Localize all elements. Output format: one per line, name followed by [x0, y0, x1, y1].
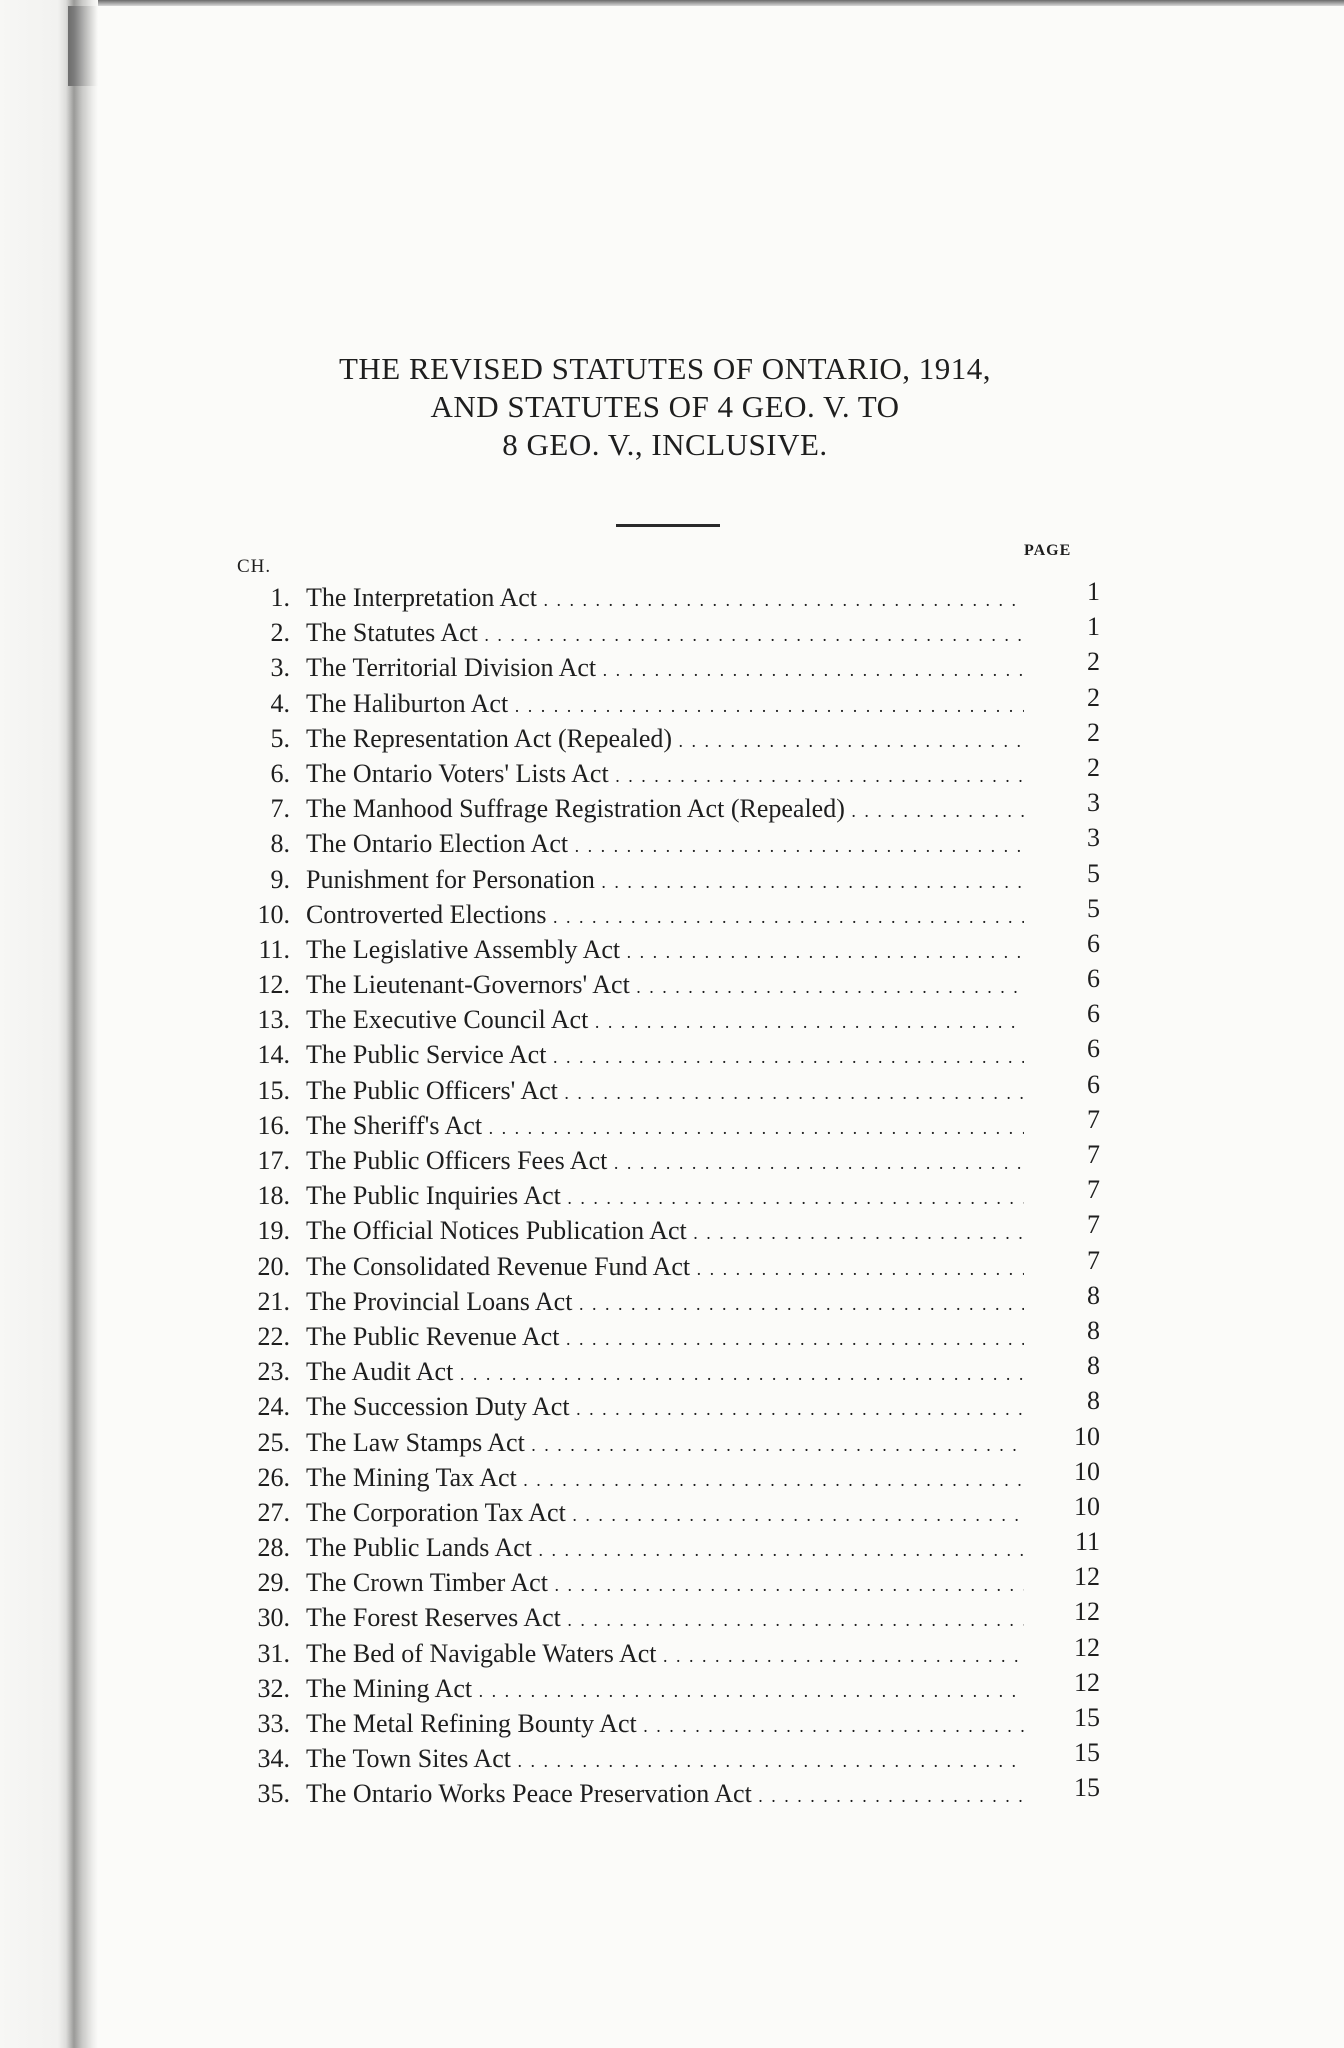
toc-entry [240, 1140, 1120, 1178]
chapter-number: 15. [257, 1075, 290, 1105]
toc-entry [240, 717, 1120, 756]
toc-entry [240, 999, 1120, 1037]
page-number: 6 [1087, 1034, 1100, 1064]
act-title: The Bed of Navigable Waters Act . . . [306, 1636, 1024, 1674]
heading-line-2: AND STATUTES OF 4 GEO. V. TO [430, 389, 900, 424]
page-number: 7 [1087, 1245, 1100, 1275]
page-number: 10 [1074, 1491, 1100, 1521]
page-number: 5 [1087, 893, 1100, 923]
toc-entry [240, 1421, 1120, 1460]
page-number: 3 [1087, 788, 1100, 818]
act-title: The Sheriff's Act . . . [306, 1108, 1024, 1146]
act-title: The Legislative Assembly Act . . . [306, 932, 1024, 970]
heading-divider [616, 524, 720, 527]
act-title: The Public Officers Fees Act . . . [306, 1143, 1024, 1181]
act-title: The Public Inquiries Act . . . [306, 1178, 1024, 1216]
chapter-number: 35. [257, 1779, 290, 1809]
page-number: 11 [1074, 1527, 1100, 1557]
page-number: 8 [1087, 1386, 1100, 1416]
toc-entry [240, 1069, 1120, 1108]
toc-entry [240, 1773, 1120, 1811]
act-title: The Ontario Works Peace Preservation Act . . . [306, 1776, 1024, 1814]
chapter-number: 3. [270, 653, 290, 683]
act-title: The Official Notices Publication Act . . . [306, 1213, 1024, 1251]
toc-entry [240, 1597, 1120, 1635]
act-title: The Haliburton Act . . . [306, 686, 1024, 724]
chapter-number: 16. [257, 1110, 290, 1140]
chapter-number: 12. [257, 970, 290, 1000]
chapter-number: 13. [257, 1005, 290, 1035]
chapter-number: 32. [257, 1673, 290, 1703]
toc-entry [240, 647, 1120, 685]
page-number: 6 [1087, 964, 1100, 994]
act-title: The Representation Act (Repealed) . . . [306, 721, 1024, 759]
chapter-number: 9. [270, 864, 290, 894]
heading-line-3: 8 GEO. V., INCLUSIVE. [502, 427, 828, 462]
act-title: The Public Service Act . . . [306, 1037, 1024, 1075]
act-title: The Public Lands Act . . . [306, 1530, 1024, 1568]
chapter-number: 33. [257, 1709, 290, 1738]
act-title: The Lieutenant-Governors' Act . . . [306, 967, 1024, 1005]
chapter-number: 17. [257, 1146, 290, 1175]
act-title: Punishment for Personation . . . [306, 862, 1024, 900]
act-title: The Consolidated Revenue Fund Act . . . [306, 1249, 1024, 1287]
page-number: 8 [1087, 1351, 1100, 1381]
act-title: The Interpretation Act . . . [306, 580, 1024, 618]
page-number: 7 [1087, 1104, 1100, 1134]
chapter-number: 8. [270, 829, 290, 859]
chapter-number: 25. [257, 1427, 290, 1457]
act-title: The Succession Duty Act . . . [306, 1389, 1024, 1427]
chapter-number: 4. [270, 688, 290, 718]
chapter-number: 27. [257, 1497, 290, 1527]
chapter-number: 7. [270, 794, 290, 824]
page-number: 3 [1087, 823, 1100, 853]
page-number: 7 [1087, 1140, 1100, 1169]
toc-entry [240, 1104, 1120, 1143]
toc-entry [240, 928, 1120, 967]
toc-entry [240, 1280, 1120, 1319]
act-title: The Mining Act . . . [306, 1671, 1024, 1709]
toc-entry [240, 1210, 1120, 1248]
page-binding-gutter [0, 0, 98, 2048]
chapter-number: 21. [257, 1286, 290, 1316]
page-number: 12 [1074, 1632, 1100, 1662]
page-number: 8 [1087, 1315, 1100, 1345]
chapter-number: 11. [258, 934, 290, 964]
chapter-number: 19. [257, 1216, 290, 1246]
page-number: 12 [1074, 1597, 1100, 1627]
page-number: 6 [1087, 928, 1100, 958]
page-number: 15 [1074, 1703, 1100, 1732]
toc-entry [240, 1562, 1120, 1600]
toc-entry [240, 1315, 1120, 1354]
act-title: The Ontario Voters' Lists Act . . . [306, 756, 1024, 794]
binding-shadow [68, 6, 98, 86]
chapter-number: 22. [257, 1321, 290, 1351]
toc-entry [240, 1632, 1120, 1671]
act-title: The Ontario Election Act . . . [306, 826, 1024, 864]
table-of-contents [240, 577, 1120, 1812]
toc-entry [240, 823, 1120, 861]
toc-entry [240, 1245, 1120, 1284]
document-heading [200, 350, 1130, 464]
act-title: The Town Sites Act . . . [306, 1741, 1024, 1779]
act-title: The Mining Tax Act . . . [306, 1460, 1024, 1498]
act-title: The Crown Timber Act . . . [306, 1565, 1024, 1603]
page-column-header: PAGE [1024, 542, 1072, 559]
act-title: The Executive Council Act . . . [306, 1002, 1024, 1040]
toc-entry [240, 858, 1120, 897]
toc-entry [240, 1527, 1120, 1565]
page-top-edge [0, 0, 1344, 6]
page-number: 2 [1087, 752, 1100, 782]
page-number: 8 [1087, 1280, 1100, 1310]
page-number: 5 [1087, 858, 1100, 888]
toc-entry [240, 1738, 1120, 1776]
toc-entry [240, 964, 1120, 1002]
page-number: 12 [1074, 1562, 1100, 1592]
page-number: 1 [1087, 612, 1100, 642]
page-number: 6 [1087, 1069, 1100, 1099]
act-title: The Public Officers' Act . . . [306, 1073, 1024, 1111]
chapter-number: 31. [257, 1638, 290, 1668]
act-title: The Provincial Loans Act . . . [306, 1284, 1024, 1322]
toc-entry [240, 1386, 1120, 1424]
chapter-number: 34. [257, 1744, 290, 1774]
act-title: The Statutes Act . . . [306, 615, 1024, 653]
toc-entry [240, 1456, 1120, 1495]
act-title: The Territorial Division Act . . . [306, 650, 1024, 688]
act-title: The Forest Reserves Act . . . [306, 1600, 1024, 1638]
toc-entry [240, 1034, 1120, 1072]
page-number: 7 [1087, 1175, 1100, 1205]
chapter-number: 5. [270, 723, 290, 753]
chapter-number: 29. [257, 1568, 290, 1598]
toc-entry [240, 1667, 1120, 1706]
toc-entry [240, 1175, 1120, 1213]
heading-line-1: THE REVISED STATUTES OF ONTARIO, 1914, [338, 351, 992, 386]
page-number: 2 [1087, 717, 1100, 747]
act-title: The Manhood Suffrage Registration Act (Repealed) . . . [306, 791, 1024, 829]
act-title: The Corporation Tax Act . . . [306, 1495, 1024, 1533]
page-number: 7 [1087, 1210, 1100, 1240]
page-number: 15 [1074, 1773, 1100, 1803]
chapter-number: 2. [270, 618, 290, 648]
chapter-number: 30. [257, 1603, 290, 1633]
toc-entry [240, 788, 1120, 826]
act-title: The Audit Act . . . [306, 1354, 1024, 1392]
chapter-number: 6. [270, 758, 290, 788]
act-title: The Law Stamps Act . . . [306, 1425, 1024, 1463]
page-number: 15 [1074, 1738, 1100, 1768]
toc-entry [240, 577, 1120, 615]
page-number: 6 [1087, 999, 1100, 1029]
act-title: The Public Revenue Act . . . [306, 1319, 1024, 1357]
page-number: 2 [1087, 682, 1100, 712]
chapter-number: 18. [257, 1181, 290, 1211]
chapter-number: 28. [257, 1533, 290, 1563]
chapter-number: 1. [270, 583, 290, 612]
chapter-column-header: CH. [237, 556, 272, 577]
chapter-number: 10. [257, 899, 290, 929]
chapter-number: 23. [257, 1357, 290, 1387]
toc-entry [240, 612, 1120, 650]
toc-entry [240, 1351, 1120, 1389]
page-number: 1 [1087, 577, 1100, 606]
chapter-number: 20. [257, 1251, 290, 1281]
toc-entry [240, 1703, 1120, 1741]
chapter-number: 14. [257, 1040, 290, 1070]
toc-entry [240, 893, 1120, 932]
chapter-number: 26. [257, 1462, 290, 1492]
act-title: The Metal Refining Bounty Act . . . [306, 1706, 1024, 1744]
page-number: 2 [1087, 647, 1100, 677]
toc-entry [240, 1491, 1120, 1530]
toc-entry [240, 682, 1120, 721]
page-number: 12 [1074, 1667, 1100, 1697]
page-number: 10 [1074, 1421, 1100, 1451]
chapter-number: 24. [257, 1392, 290, 1422]
toc-entry [240, 752, 1120, 791]
act-title: Controverted Elections . . . [306, 897, 1024, 935]
page-number: 10 [1074, 1456, 1100, 1486]
